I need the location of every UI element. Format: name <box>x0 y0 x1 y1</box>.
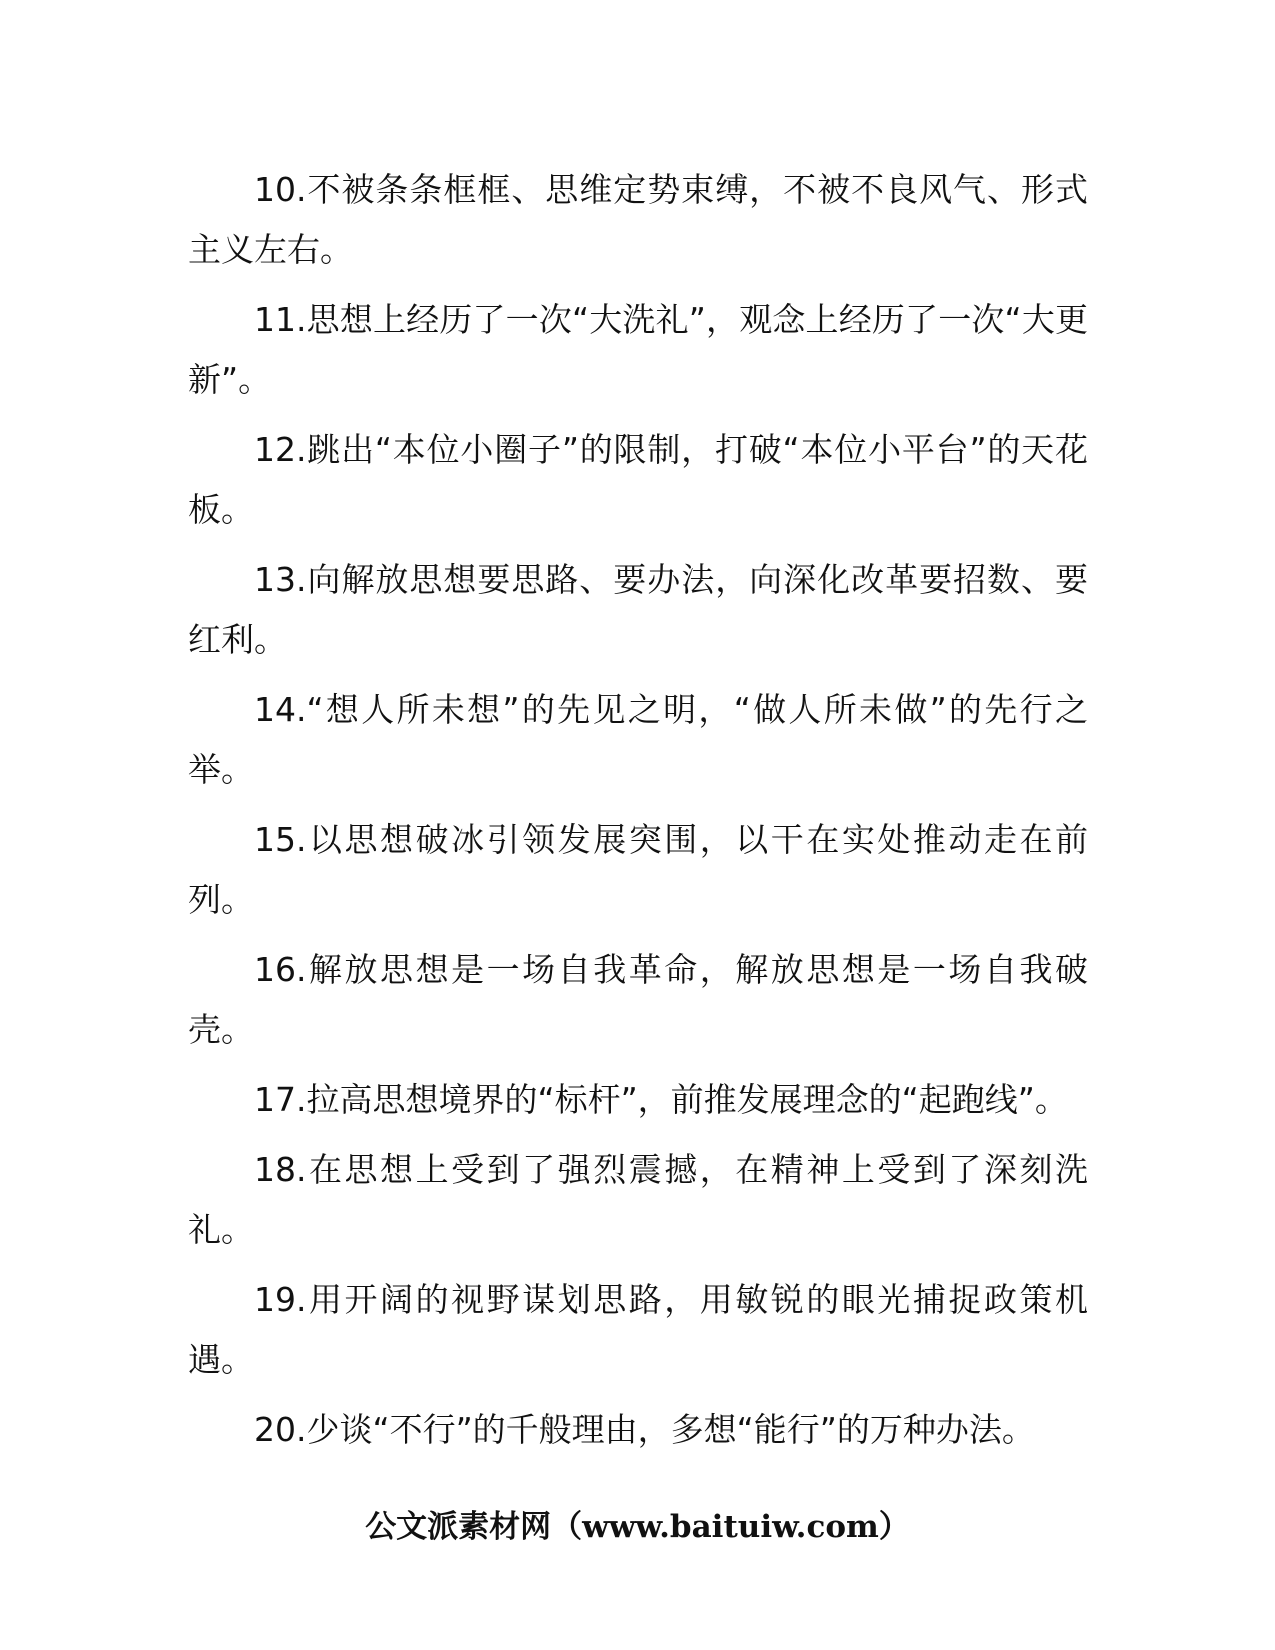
paragraph-20: 20.少谈“不行”的千般理由，多想“能行”的万种办法。 <box>254 1410 1035 1449</box>
paragraph-14: 14.“想人所未想”的先见之明，“做人所未做”的先行之举。 <box>188 690 1088 789</box>
paragraph-16: 16.解放思想是一场自我革命，解放思想是一场自我破壳。 <box>188 950 1088 1049</box>
paragraph-18: 18.在思想上受到了强烈震撼，在精神上受到了深刻洗礼。 <box>188 1150 1088 1249</box>
paragraph-19: 19.用开阔的视野谋划思路，用敏锐的眼光捕捉政策机遇。 <box>188 1280 1088 1379</box>
paragraph-12: 12.跳出“本位小圈子”的限制，打破“本位小平台”的天花板。 <box>188 430 1088 529</box>
paragraph-17: 17.拉高思想境界的“标杆”，前推发展理念的“起跑线”。 <box>254 1080 1068 1119</box>
page-footer: 公文派素材网（www.baituiw.com） <box>365 1509 910 1545</box>
paragraph-10: 10.不被条条框框、思维定势束缚，不被不良风气、形式主义左右。 <box>188 170 1088 269</box>
document-body <box>188 160 1088 1470</box>
paragraph-11: 11.思想上经历了一次“大洗礼”，观念上经历了一次“大更新”。 <box>188 300 1088 399</box>
paragraph-15: 15.以思想破冰引领发展突围，以干在实处推动走在前列。 <box>188 820 1088 919</box>
paragraph-13: 13.向解放思想要思路、要办法，向深化改革要招数、要红利。 <box>188 560 1088 659</box>
